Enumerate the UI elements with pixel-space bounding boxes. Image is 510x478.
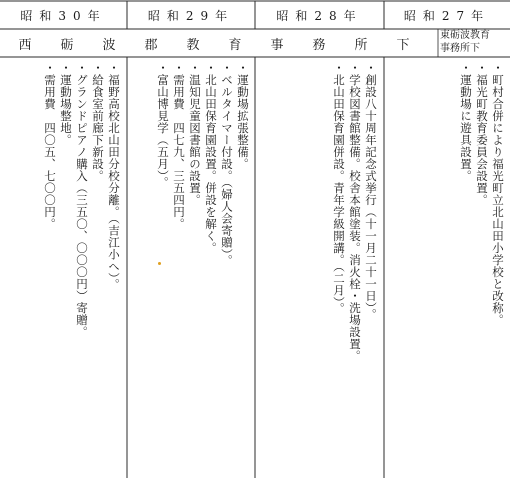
entry: ・ 給食室前廊下新設。 (90, 62, 106, 472)
entry: ・ ベルタイマー付設。（婦人会寄贈）。 (219, 62, 235, 472)
column-showa-29 (131, 62, 251, 472)
entry: ・ 町村合併により福光町立北山田小学校と改称。 (490, 62, 506, 472)
office-char: 育 (228, 37, 242, 53)
entry: ・ グランドピアノ購入（三五〇、〇〇〇円）寄贈。 (74, 62, 90, 472)
column-showa-30 (4, 62, 122, 472)
office-char: 事 (270, 37, 284, 53)
year-header-showa-27: 昭和27年 (403, 8, 491, 23)
office-char: 所 (354, 37, 368, 53)
entry: ・ 富山博見学（五月）。 (155, 62, 171, 472)
office-char: 郡 (144, 37, 158, 53)
column-showa-27 (388, 62, 506, 472)
entry: ・ 運動場拡張整備。 (235, 62, 251, 472)
year-header-showa-28: 昭和28年 (276, 8, 363, 23)
office-header-higashitonami (440, 29, 508, 57)
office-char: 務 (312, 37, 326, 53)
office-char: 西 (18, 37, 32, 53)
entry: ・ 需用費 四〇五、七〇〇円。 (42, 62, 58, 472)
office-char: 砺 (60, 37, 74, 53)
ink-speck (158, 262, 161, 265)
office-char: 波 (102, 37, 116, 53)
entry: ・ 需用費 四七九、三五四円。 (171, 62, 187, 472)
office-small-line-1: 東砺波教育 (440, 30, 490, 41)
office-char: 教 (186, 37, 200, 53)
office-header-nishitonami (4, 30, 424, 56)
entry: ・ 福野高校北山田分校分離。（吉江小へ）。 (106, 62, 122, 472)
entry: ・ 福光町教育委員会設置。 (474, 62, 490, 472)
office-char: 下 (396, 37, 410, 53)
entry: ・ 運動場整地。 (58, 62, 74, 472)
entry: ・ 北山田保育園併設。青年学級開講。（二月）。 (331, 62, 347, 472)
year-header-showa-29: 昭和29年 (147, 8, 235, 23)
entry: ・ 運動場に遊具設置。 (458, 62, 474, 472)
year-header-showa-30: 昭和30年 (20, 8, 107, 23)
entry: ・ 学校図書館整備。校舎本館塗装。消火栓・洗場設置。 (347, 62, 363, 472)
entry: ・ 北山田保育園設置。併設を解く。 (203, 62, 219, 472)
office-small-line-2: 事務所下 (440, 43, 480, 54)
column-showa-28 (259, 62, 379, 472)
entry: ・ 創設八十周年記念式挙行（十一月二十一日）。 (363, 62, 379, 472)
entry: ・ 温知児童図書館の設置。 (187, 62, 203, 472)
